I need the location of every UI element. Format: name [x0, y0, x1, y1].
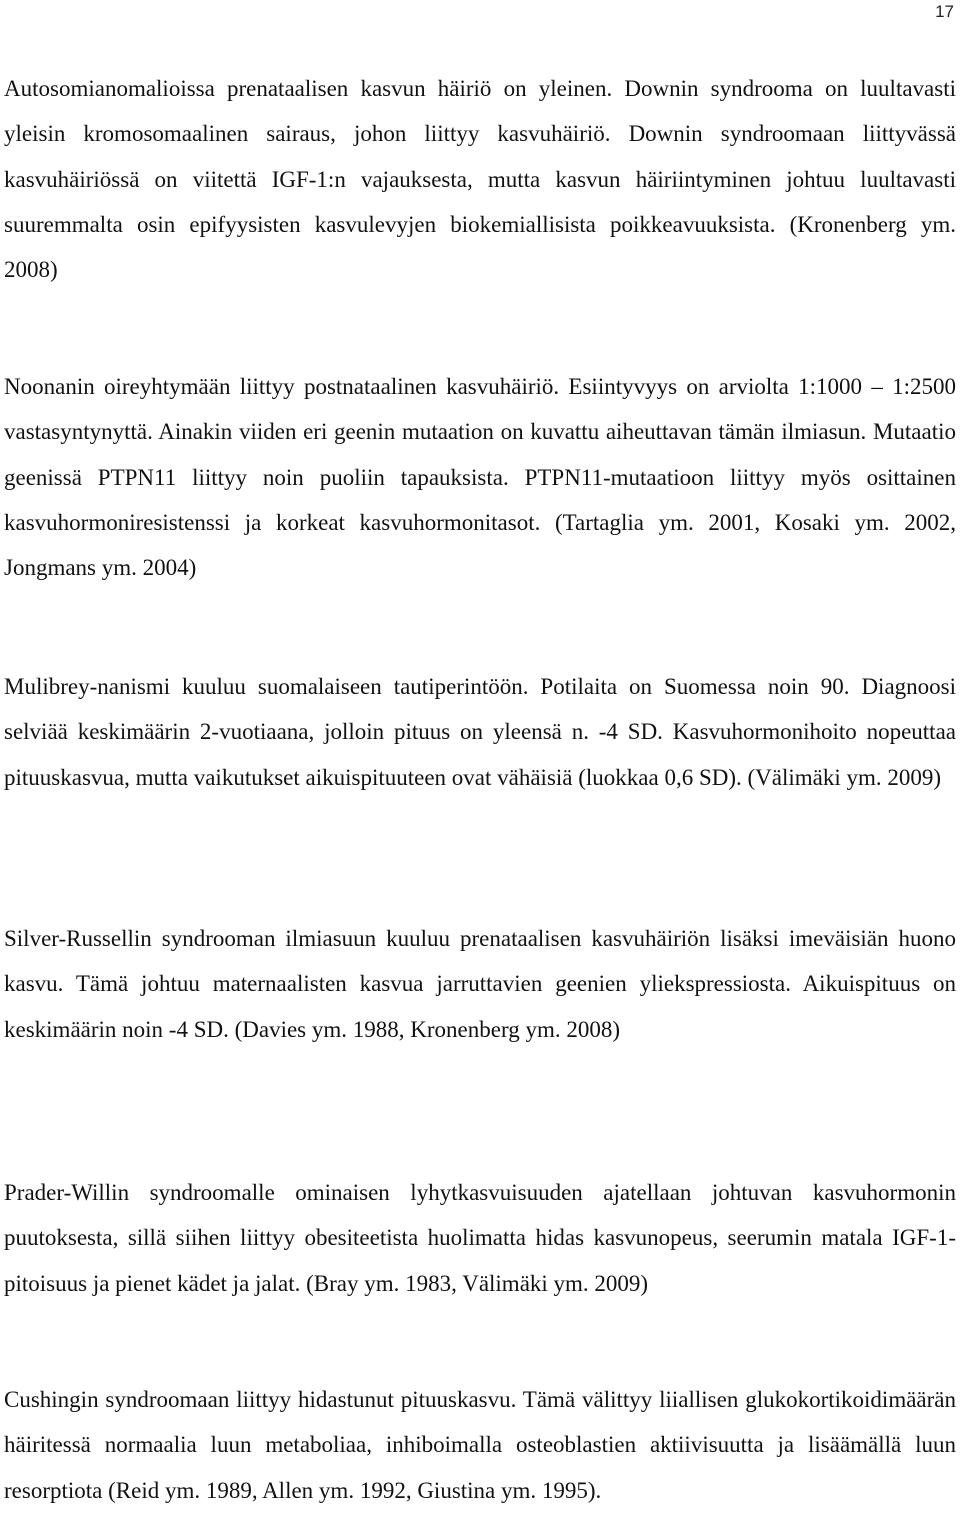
- paragraph-cushing-syndrome: Cushingin syndroomaan liittyy hidastunut pituuskasvu. Tämä välittyy liiallisen glukokortikoidimäärän häiritessä normaalia luun metaboliaa, inhiboimalla osteoblastien aktiivisuutta ja lisäämällä luun resorptiota (Reid ym. 1989, Allen ym. 1992, Giustina ym. 1995).: [4, 1387, 956, 1503]
- paragraph-down-syndrome: Autosomianomalioissa prenataalisen kasvun häiriö on yleinen. Downin syndrooma on luultavasti yleisin kromosomaalinen sairaus, johon liittyy kasvuhäiriö. Downin syndroomaan liittyvässä kasvuhäiriössä on viitettä IGF-1:n vajauksesta, mutta kasvun häiriintyminen johtuu luultavasti suuremmalta osin epifyysisten kasvulevyjen biokemiallisista poikkeavuuksista. (Kronenberg ym. 2008): [4, 76, 956, 283]
- paragraph-prader-willi-syndrome: Prader-Willin syndroomalle ominaisen lyhytkasvuisuuden ajatellaan johtuvan kasvuhormonin puutoksesta, sillä siihen liittyy obesiteetista huolimatta hidas kasvunopeus, seerumin matala IGF-1-pitoisuus ja pienet kädet ja jalat. (Bray ym. 1983, Välimäki ym. 2009): [4, 1180, 956, 1296]
- paragraph-mulibrey-nanism: Mulibrey-nanismi kuuluu suomalaiseen tautiperintöön. Potilaita on Suomessa noin 90. Diagnoosi selviää keskimäärin 2-vuotiaana, jolloin pituus on yleensä n. -4 SD. Kasvuhormonihoito nopeuttaa pituuskasvua, mutta vaikutukset aikuispituuteen ovat vähäisiä (luokkaa 0,6 SD). (Välimäki ym. 2009): [4, 674, 956, 790]
- page-number: 17: [935, 2, 954, 21]
- paragraph-silver-russell-syndrome: Silver-Russellin syndrooman ilmiasuun kuuluu prenataalisen kasvuhäiriön lisäksi imeväisiän huono kasvu. Tämä johtuu maternaalisten kasvua jarruttavien geenien yliekspressiosta. Aikuispituus on keskimäärin noin -4 SD. (Davies ym. 1988, Kronenberg ym. 2008): [4, 926, 956, 1042]
- paragraph-noonan-syndrome: Noonanin oireyhtymään liittyy postnataalinen kasvuhäiriö. Esiintyvyys on arviolta 1:1000 – 1:2500 vastasyntynyttä. Ainakin viiden eri geenin mutaation on kuvattu aiheuttavan tämän ilmiasun. Mutaatio geenissä PTPN11 liittyy noin puoliin tapauksista. PTPN11-mutaatioon liittyy myös osittainen kasvuhormoniresistenssi ja korkeat kasvuhormonitasot. (Tartaglia ym. 2001, Kosaki ym. 2002, Jongmans ym. 2004): [4, 374, 956, 581]
